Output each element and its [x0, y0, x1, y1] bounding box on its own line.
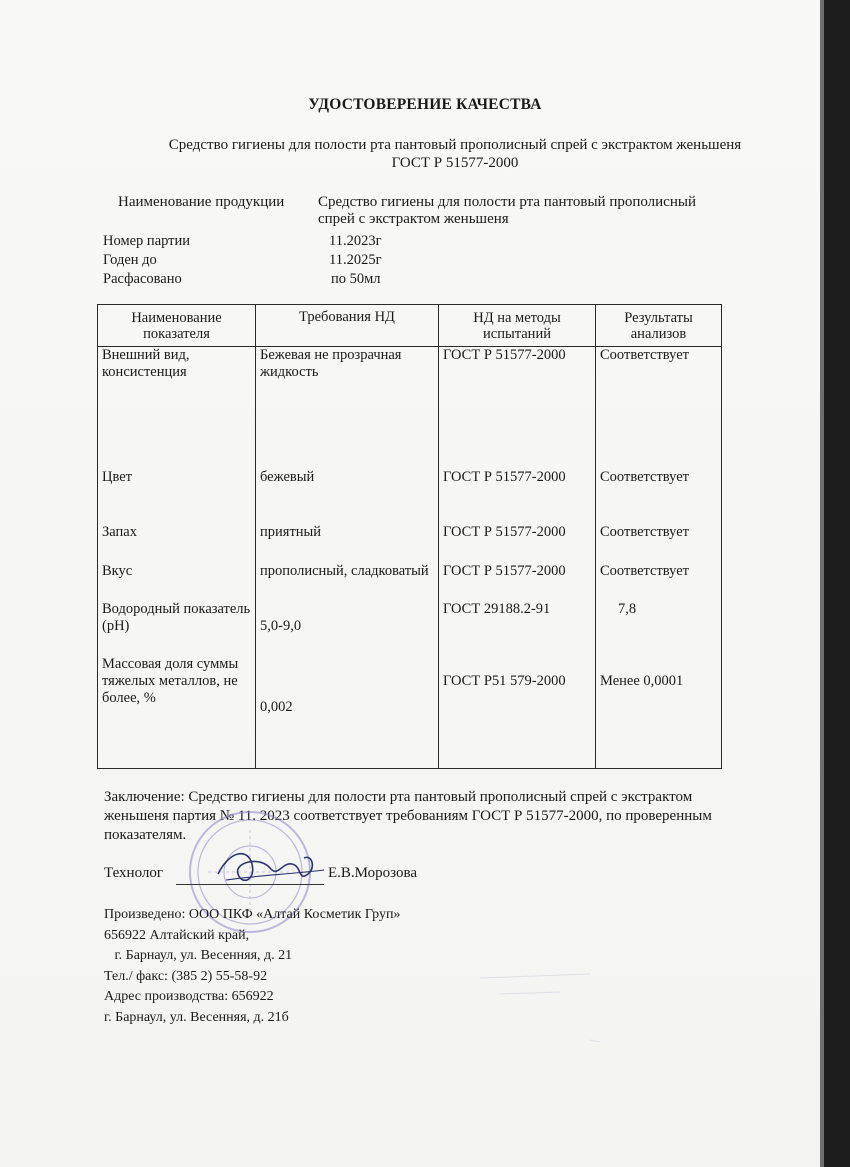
- cell-indicator: Цвет: [98, 469, 256, 524]
- cell-requirement: 0,002: [256, 656, 439, 769]
- cell-result: Менее 0,0001: [596, 656, 722, 769]
- table-row: [98, 601, 722, 656]
- cell-method: ГОСТ Р 51577-2000: [439, 347, 596, 469]
- product-name-label: Наименование продукции: [118, 194, 285, 210]
- signature-mark: [212, 844, 332, 896]
- cell-method: ГОСТ 29188.2-91: [439, 601, 596, 656]
- cell-requirement: Бежевая не прозрачная жидкость: [256, 347, 439, 469]
- cell-method: ГОСТ Р 51577-2000: [439, 469, 596, 524]
- cell-requirement: бежевый: [256, 469, 439, 524]
- subtitle-line-1: Средство гигиены для полости рта пантовый прополисный спрей с экстрактом женьшеня: [168, 137, 742, 153]
- results-table: [97, 304, 722, 769]
- cell-indicator: Запах: [98, 524, 256, 563]
- product-name-value: [318, 194, 778, 228]
- scan-edge: [820, 0, 850, 1167]
- header-result: Результаты анализов: [596, 305, 722, 347]
- document-subtitle: [100, 136, 810, 172]
- manufacturer-line-1: Произведено: ООО ПКФ «Алтай Косметик Груп»: [104, 907, 401, 922]
- cell-result: Соответствует: [596, 347, 722, 469]
- table-header-row: [98, 305, 722, 347]
- cell-result: Соответствует: [596, 524, 722, 563]
- table-row: [98, 469, 722, 524]
- cell-indicator: Внешний вид, консистенция: [98, 347, 256, 469]
- header-method: НД на методы испытаний: [439, 305, 596, 347]
- manufacturer-line-3: г. Барнаул, ул. Весенняя, д. 21: [104, 948, 293, 963]
- product-name-line-2: спрей с экстрактом женьшеня: [318, 211, 509, 227]
- cell-requirement: 5,0-9,0: [256, 601, 439, 656]
- cell-indicator: Водородный показатель (рН): [98, 601, 256, 656]
- manufacturer-line-6: г. Барнаул, ул. Весенняя, д. 21б: [104, 1009, 289, 1025]
- manufacturer-block: [104, 905, 524, 1028]
- header-indicator: Наименование показателя: [98, 305, 256, 347]
- table-row: [98, 656, 722, 769]
- product-name-line-1: Средство гигиены для полости рта пантовый прополисный: [318, 194, 696, 210]
- manufacturer-line-5: Адрес производства: 656922: [104, 989, 274, 1004]
- packed-value: по 50мл: [331, 271, 381, 287]
- manufacturer-line-2: 656922 Алтайский край,: [104, 927, 250, 943]
- batch-label: Номер партии: [103, 233, 191, 249]
- table-row: [98, 524, 722, 563]
- signature-name: Е.В.Морозова: [328, 865, 418, 881]
- cell-method: ГОСТ Р51 579-2000: [439, 656, 596, 769]
- expiry-value: 11.2025г: [329, 252, 382, 268]
- signature-role: Технолог: [104, 865, 164, 881]
- cell-result: Соответствует: [596, 563, 722, 601]
- signature-line: [176, 884, 324, 885]
- faint-bleedthrough: [470, 964, 610, 1054]
- cell-method: ГОСТ Р 51577-2000: [439, 524, 596, 563]
- cell-result: 7,8: [596, 601, 722, 656]
- packed-label: Расфасовано: [103, 271, 182, 287]
- batch-value: 11.2023г: [329, 233, 382, 249]
- header-requirement: Требования НД: [256, 305, 439, 347]
- cell-requirement: приятный: [256, 524, 439, 563]
- table-row: [98, 347, 722, 469]
- table-row: [98, 563, 722, 601]
- document-title: УДОСТОВЕРЕНИЕ КАЧЕСТВА: [308, 96, 542, 113]
- manufacturer-line-4: Тел./ факс: (385 2) 55-58-92: [104, 968, 268, 984]
- expiry-label: Годен до: [103, 252, 157, 268]
- conclusion-text: Заключение: Средство гигиены для полости рта пантовый прополисный спрей с экстрактом женьшеня партия № 11. 2023 соответствует требованиям ГОСТ Р 51577-2000, по проверенным показателям.: [104, 789, 712, 843]
- cell-result: Соответствует: [596, 469, 722, 524]
- cell-requirement: прополисный, сладковатый: [256, 563, 439, 601]
- cell-indicator: Массовая доля суммы тяжелых металлов, не более, %: [98, 656, 256, 769]
- cell-indicator: Вкус: [98, 563, 256, 601]
- cell-method: ГОСТ Р 51577-2000: [439, 563, 596, 601]
- subtitle-line-2: ГОСТ Р 51577-2000: [391, 155, 519, 171]
